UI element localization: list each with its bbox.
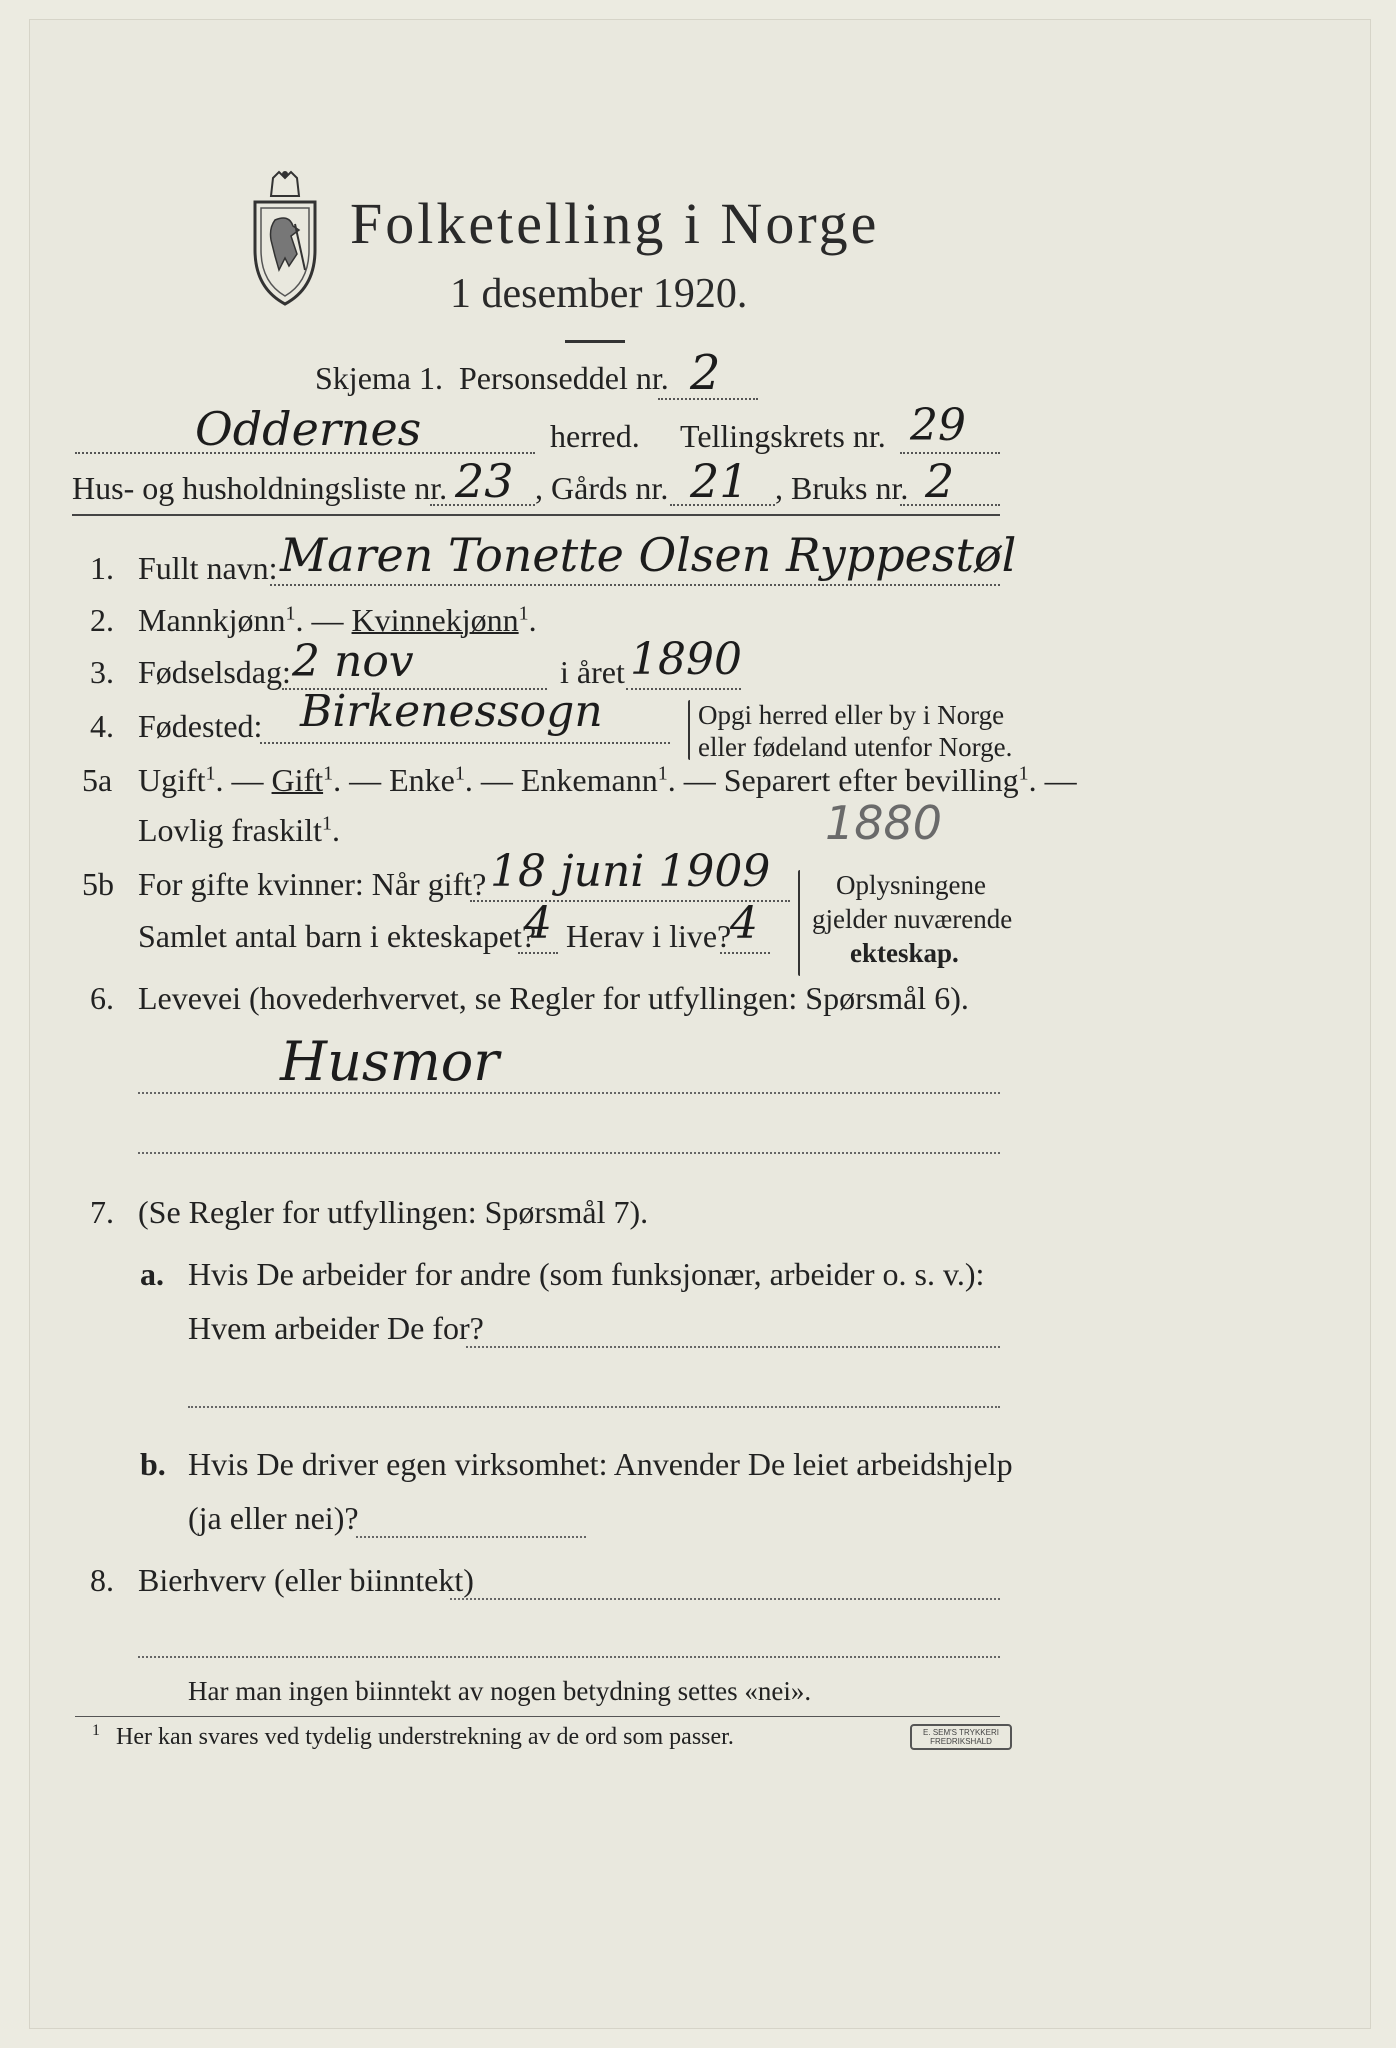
q5b-value: 18 juni 1909 bbox=[490, 846, 771, 897]
q4-label: Fødested: bbox=[138, 708, 263, 744]
q5a-gift-selected: Gift bbox=[271, 762, 324, 798]
q5a-margin-note: 1880 bbox=[825, 796, 943, 850]
q5b-live-value: 4 bbox=[730, 898, 758, 949]
q4-number: 4. bbox=[90, 708, 114, 744]
q5b-live-line bbox=[720, 952, 770, 954]
q4-note-line2: eller fødeland utenfor Norge. bbox=[698, 732, 1013, 762]
q7b-line bbox=[356, 1536, 586, 1538]
q5b-barn-line bbox=[518, 952, 558, 954]
q5b-barn-label: Samlet antal barn i ekteskapet? bbox=[138, 918, 537, 954]
herred-value: Oddernes bbox=[195, 402, 422, 456]
q8-note: Har man ingen biinntekt av nogen betydning settes «nei». bbox=[188, 1676, 812, 1706]
q3-number: 3. bbox=[90, 654, 114, 690]
q1-number: 1. bbox=[90, 550, 114, 586]
bruks-value: 2 bbox=[925, 454, 955, 508]
q5a-number: 5a bbox=[82, 762, 113, 798]
q4-bracket bbox=[688, 700, 690, 760]
q6-line1 bbox=[138, 1092, 1000, 1094]
gards-value: 21 bbox=[690, 454, 749, 508]
hus-value: 23 bbox=[455, 454, 514, 508]
footnote-text: Her kan svares ved tydelig understrekning av de ord som passer. bbox=[116, 1724, 734, 1750]
q6-line2 bbox=[138, 1152, 1000, 1154]
q8-number: 8. bbox=[90, 1562, 114, 1598]
herred-label: herred. bbox=[550, 418, 640, 454]
personseddel-value: 2 bbox=[690, 345, 721, 401]
census-form bbox=[30, 20, 1370, 2028]
printer-stamp: E. SEM'S TRYKKERI FREDRIKSHALD bbox=[910, 1724, 1012, 1750]
q8-line1 bbox=[450, 1598, 1000, 1600]
q4-note-line1: Opgi herred eller by i Norge bbox=[698, 700, 1005, 730]
q4-value: Birkenessogn bbox=[300, 686, 603, 737]
q4-line bbox=[260, 742, 670, 744]
gards-label: , Gårds nr. bbox=[535, 470, 669, 506]
q7a-line2 bbox=[188, 1406, 1000, 1408]
schema-label: Skjema 1. Personseddel nr. bbox=[315, 360, 669, 396]
hus-label: Hus- og husholdningsliste nr. bbox=[72, 470, 448, 506]
q7-label: (Se Regler for utfyllingen: Spørsmål 7). bbox=[138, 1194, 649, 1230]
q7b-question: (ja eller nei)? bbox=[188, 1500, 359, 1536]
q3-label: Fødselsdag: bbox=[138, 654, 291, 690]
q7a-text: Hvis De arbeider for andre (som funksjonær, arbeider o. s. v.): bbox=[188, 1256, 985, 1292]
norway-coat-of-arms-icon bbox=[245, 170, 325, 310]
q7a-letter: a. bbox=[140, 1256, 164, 1292]
q6-value: Husmor bbox=[280, 1030, 500, 1093]
q7a-line1 bbox=[466, 1346, 1000, 1348]
q8-line2 bbox=[138, 1656, 1000, 1658]
q3-value: 2 nov bbox=[292, 636, 414, 687]
q3-year-line bbox=[626, 688, 741, 690]
q1-label: Fullt navn: bbox=[138, 550, 278, 586]
q1-line bbox=[270, 584, 1000, 586]
header-rule bbox=[72, 514, 1000, 516]
q3-year-value: 1890 bbox=[630, 634, 742, 685]
q5b-live-label: Herav i live? bbox=[566, 918, 732, 954]
q5b-note-line3: ekteskap. bbox=[850, 938, 959, 968]
q5b-barn-value: 4 bbox=[524, 898, 552, 949]
q2-options: Mannkjønn$^1$. — Kvinnekjønn$^1$. bbox=[138, 602, 537, 638]
q5a-options: Ugift$^1$. — Gift$^1$. — Enke$^1$. — Enkemann$^1$. — Separert efter bevilling$^1$. — bbox=[138, 762, 1077, 798]
tellingskrets-label: Tellingskrets nr. bbox=[680, 418, 886, 454]
q5a-lovlig: Lovlig fraskilt$^1$. bbox=[138, 812, 340, 848]
footer-rule bbox=[75, 1716, 1000, 1717]
q6-number: 6. bbox=[90, 980, 114, 1016]
footnote-number: 1 bbox=[92, 1722, 100, 1739]
q1-value: Maren Tonette Olsen Ryppestøl bbox=[280, 528, 1017, 582]
q7-number: 7. bbox=[90, 1194, 114, 1230]
q7b-letter: b. bbox=[140, 1446, 166, 1482]
q7b-text: Hvis De driver egen virksomhet: Anvender De leiet arbeidshjelp bbox=[188, 1446, 1013, 1482]
q2-number: 2. bbox=[90, 602, 114, 638]
q8-label: Bierhverv (eller biinntekt) bbox=[138, 1562, 474, 1598]
q5b-note-line2: gjelder nuværende bbox=[812, 904, 1013, 934]
q5b-label: For gifte kvinner: Når gift? bbox=[138, 866, 487, 902]
form-title: Folketelling i Norge bbox=[350, 191, 880, 256]
q7a-question: Hvem arbeider De for? bbox=[188, 1310, 484, 1346]
title-divider bbox=[565, 340, 625, 343]
tellingskrets-value: 29 bbox=[910, 400, 966, 451]
q5b-bracket bbox=[798, 870, 800, 976]
q5b-number: 5b bbox=[82, 866, 114, 902]
q2-female-selected: Kvinnekjønn bbox=[351, 602, 519, 638]
q6-label: Levevei (hovederhvervet, se Regler for utfyllingen: Spørsmål 6). bbox=[138, 980, 969, 1016]
bruks-label: , Bruks nr. bbox=[775, 470, 909, 506]
q5b-note-line1: Oplysningene bbox=[836, 870, 986, 900]
q3-year-label: i året bbox=[560, 654, 625, 690]
census-date: 1 desember 1920. bbox=[450, 271, 748, 317]
